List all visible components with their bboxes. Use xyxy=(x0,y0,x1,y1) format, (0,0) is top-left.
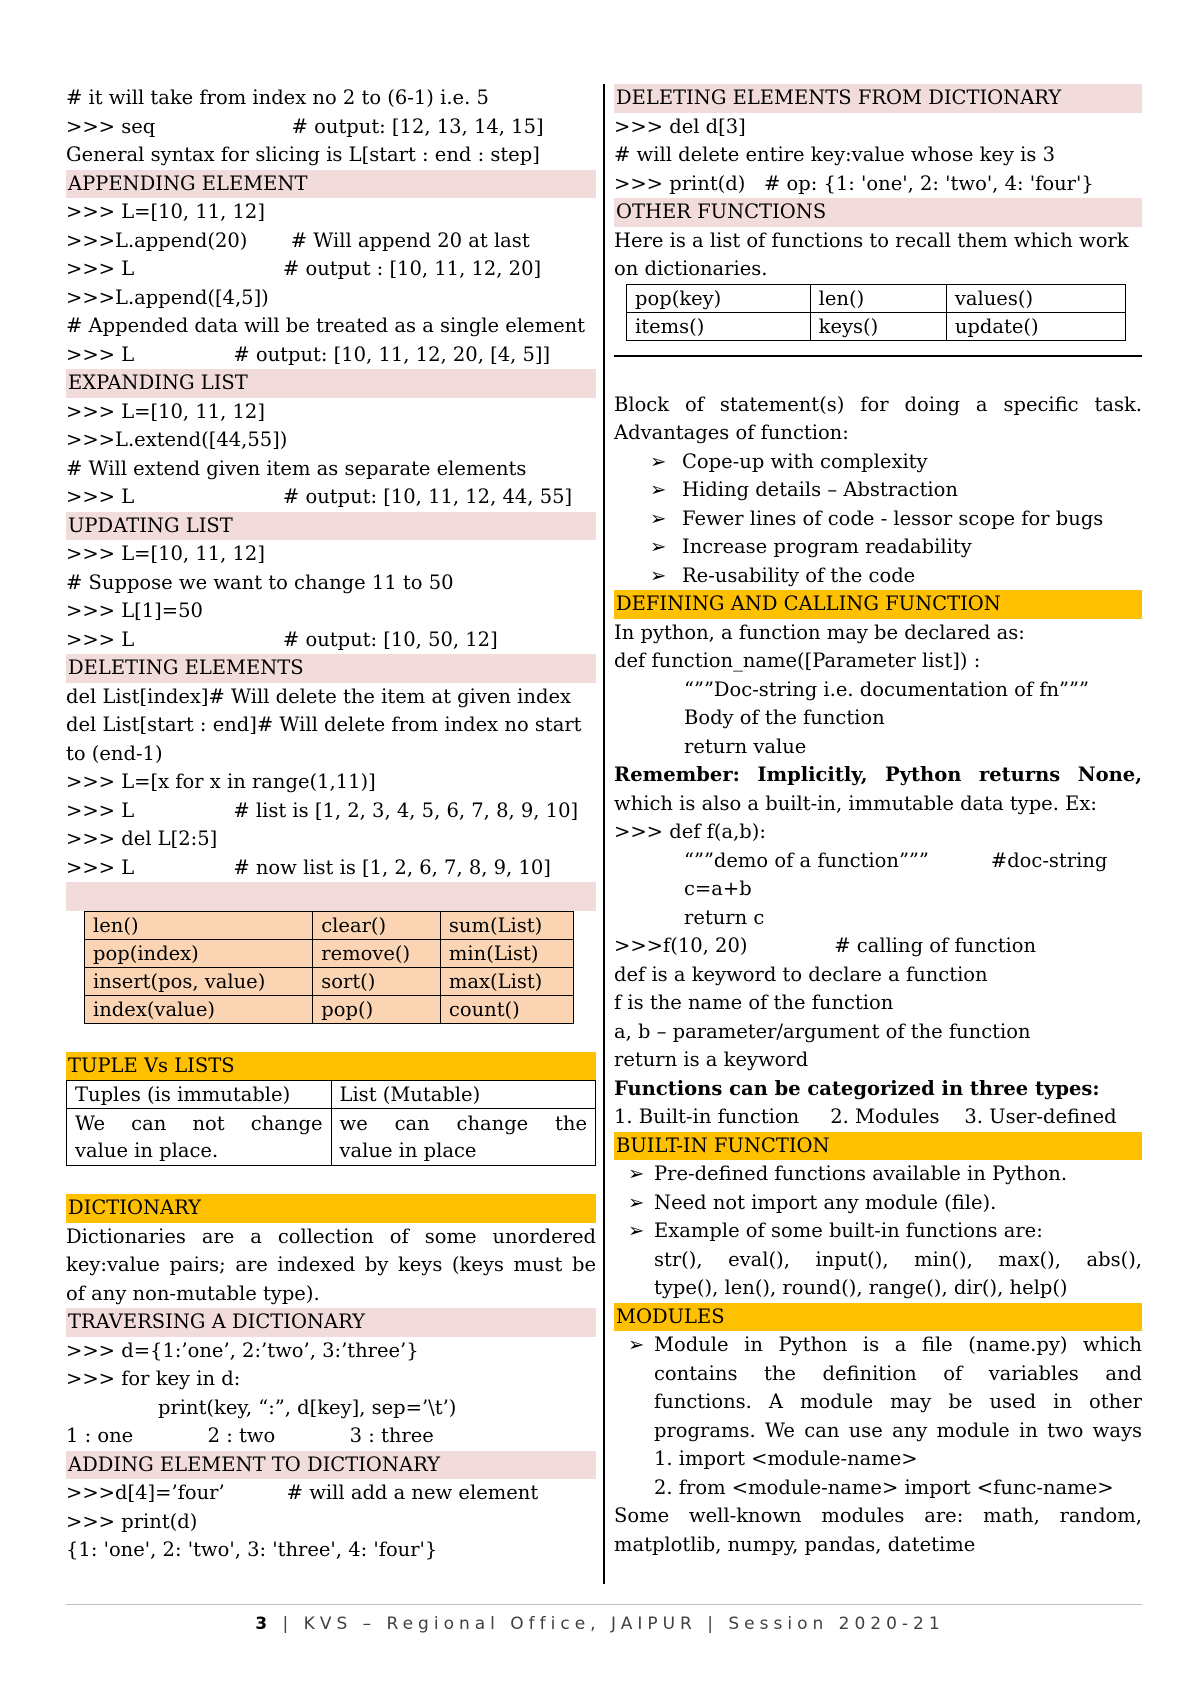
text-line: Some well-known modules are: math, random, xyxy=(614,1504,1142,1527)
bullet-text: Cope-up with complexity xyxy=(682,449,928,473)
text-line: which is also a built-in, immutable data type. Ex: xyxy=(614,791,1097,815)
text-line: 2. from <module-name> import <func-name> xyxy=(654,1475,1114,1499)
bullet-item xyxy=(614,476,1142,505)
code-line: def function_name([Parameter list]) : xyxy=(614,649,981,672)
arrowhead-bullet-icon: ➢ xyxy=(628,1333,645,1356)
text-line: Functions can be categorized in three types: xyxy=(614,1076,1100,1100)
text-line: Here is a list of functions to recall them which work xyxy=(614,228,1129,252)
table-header: Tuples (is immutable) xyxy=(67,1081,332,1109)
section-heading-traversing: TRAVERSING A DICTIONARY xyxy=(66,1308,596,1337)
dict-functions-table xyxy=(626,284,1126,341)
table-header: List (Mutable) xyxy=(331,1081,596,1109)
cell-line: We can not change xyxy=(75,1112,323,1135)
code-line: >>>d[4]=’four’ # will add a new element xyxy=(66,1481,539,1504)
code-line: >>> print(d) # op: {1: 'one', 2: 'two', 4: 'four'} xyxy=(614,171,1094,195)
code-line: >>>L.extend([44,55]) xyxy=(66,428,288,451)
arrowhead-bullet-icon: ➢ xyxy=(628,1219,645,1242)
tuple-vs-list-table xyxy=(66,1080,596,1166)
cell-line: value in place. xyxy=(75,1139,219,1162)
text-line: key:value pairs; are indexed by keys (keys must be xyxy=(66,1253,596,1276)
table-cell: values() xyxy=(946,284,1125,312)
section-heading-deleting: DELETING ELEMENTS xyxy=(66,654,596,683)
table-cell: len() xyxy=(85,911,313,939)
text-line: of any non-mutable type). xyxy=(66,1281,320,1305)
text-line: functions. A module may be used in other xyxy=(654,1390,1142,1413)
table-cell: count() xyxy=(440,995,573,1023)
bullet-text: Increase program readability xyxy=(682,535,972,558)
right-column xyxy=(614,84,1142,1559)
bullet-item xyxy=(614,1217,1142,1246)
bullet-item xyxy=(614,533,1142,562)
bullet-text: Fewer lines of code - lessor scope for bugs xyxy=(682,506,1104,530)
arrowhead-bullet-icon: ➢ xyxy=(650,535,667,558)
text-line: Dictionaries are a collection of some unordered xyxy=(66,1224,596,1248)
table-row xyxy=(67,1109,596,1166)
code-line: # will delete entire key:value whose key is 3 xyxy=(614,143,1056,166)
section-heading-other-functions xyxy=(66,882,596,911)
table-cell: pop(key) xyxy=(627,284,811,312)
table-row xyxy=(67,1081,596,1109)
section-heading-expanding: EXPANDING LIST xyxy=(66,369,596,398)
section-heading-defining: DEFINING AND CALLING FUNCTION xyxy=(614,590,1142,619)
code-line: >>> L # output : [10, 11, 12, 20] xyxy=(66,257,542,280)
text-line: on dictionaries. xyxy=(614,257,768,280)
text-line: matplotlib, numpy, pandas, datetime xyxy=(614,1532,976,1556)
code-line: “””Doc-string i.e. documentation of fn””” xyxy=(684,677,1089,701)
text-line: return is a keyword xyxy=(614,1048,809,1071)
column-divider xyxy=(603,84,605,1584)
table-cell xyxy=(67,1109,332,1166)
section-title-working-with-functions xyxy=(614,355,1142,391)
code-line: del List[start : end]# Will delete from index no start xyxy=(66,713,582,736)
code-line: to (end-1) xyxy=(66,741,163,765)
bullet-text: Module in Python is a file (name.py) which xyxy=(654,1333,1142,1356)
code-line: >>> L # output: [10, 11, 12, 20, [4, 5]] xyxy=(66,342,551,366)
table-cell: len() xyxy=(810,284,946,312)
code-line: >>> del L[2:5] xyxy=(66,827,218,850)
text-line: contains the definition of variables and xyxy=(654,1361,1142,1385)
code-line: >>>L.append(20) # Will append 20 at last xyxy=(66,228,530,252)
code-line: >>> print(d) xyxy=(66,1509,198,1533)
table-cell: update() xyxy=(946,312,1125,340)
code-line: >>> L=[10, 11, 12] xyxy=(66,542,265,565)
table-cell: sum(List) xyxy=(440,911,573,939)
text-line: str(), eval(), input(), min(), max(), abs(), xyxy=(654,1247,1142,1271)
section-heading-other-functions-dict: OTHER FUNCTIONS xyxy=(614,198,1142,227)
bullet-item xyxy=(614,1189,1142,1218)
text-line: 1. Built-in function 2. Modules 3. User-defined xyxy=(614,1105,1117,1128)
table-row xyxy=(627,284,1126,312)
bullet-text: Hiding details – Abstraction xyxy=(682,478,958,501)
code-line: >>> L # now list is [1, 2, 6, 7, 8, 9, 10] xyxy=(66,855,551,879)
bullet-item xyxy=(614,1331,1142,1360)
section-heading-deleting-dict: DELETING ELEMENTS FROM DICTIONARY xyxy=(614,84,1142,113)
cell-line: value in place xyxy=(339,1139,477,1162)
code-line: c=a+b xyxy=(684,877,752,900)
code-line: Body of the function xyxy=(684,706,885,729)
table-cell: remove() xyxy=(313,939,441,967)
page-footer xyxy=(0,1614,1200,1634)
text-line: type(), len(), round(), range(), dir(), help() xyxy=(654,1276,1068,1299)
output-line: 1 : one 2 : two 3 : three xyxy=(66,1424,434,1447)
code-line: return value xyxy=(684,734,807,758)
arrowhead-bullet-icon: ➢ xyxy=(650,563,667,587)
code-line: del List[index]# Will delete the item at given index xyxy=(66,684,571,708)
code-line: >>> def f(a,b): xyxy=(614,820,766,843)
list-functions-table xyxy=(84,911,574,1024)
bullet-item xyxy=(614,448,1142,477)
bullet-text: Need not import any module (file). xyxy=(654,1190,997,1214)
code-line: >>> L=[10, 11, 12] xyxy=(66,399,265,423)
table-cell: insert(pos, value) xyxy=(85,967,313,995)
text-line: In python, a function may be declared as: xyxy=(614,620,1025,644)
bullet-text: Pre-defined functions available in Python. xyxy=(654,1162,1068,1185)
code-line: “””demo of a function””” #doc-string xyxy=(684,848,1108,872)
arrowhead-bullet-icon: ➢ xyxy=(650,478,667,501)
left-column xyxy=(66,84,596,1565)
code-line: >>> seq # output: [12, 13, 14, 15] xyxy=(66,114,544,138)
section-heading-modules: MODULES xyxy=(614,1303,1142,1332)
text-line: def is a keyword to declare a function xyxy=(614,962,988,986)
code-line: >>> del d[3] xyxy=(614,114,746,138)
table-cell: keys() xyxy=(810,312,946,340)
table-cell xyxy=(331,1109,596,1166)
table-cell: items() xyxy=(627,312,811,340)
arrowhead-bullet-icon: ➢ xyxy=(650,506,667,530)
table-cell: clear() xyxy=(313,911,441,939)
arrowhead-bullet-icon: ➢ xyxy=(650,449,667,473)
text-line: programs. We can use any module in two ways xyxy=(654,1418,1142,1442)
cell-line: we can change the xyxy=(339,1112,587,1135)
text-line: f is the name of the function xyxy=(614,991,894,1014)
arrowhead-bullet-icon: ➢ xyxy=(628,1162,645,1185)
code-line: # Will extend given item as separate elements xyxy=(66,456,527,480)
table-cell: sort() xyxy=(313,967,441,995)
code-line: >>> L # output: [10, 50, 12] xyxy=(66,627,498,651)
output-line: {1: 'one', 2: 'two', 3: 'three', 4: 'four'} xyxy=(66,1538,438,1561)
bullet-text: Example of some built-in functions are: xyxy=(654,1219,1043,1242)
arrowhead-bullet-icon: ➢ xyxy=(628,1190,645,1214)
table-row xyxy=(85,911,574,939)
bullet-item xyxy=(614,505,1142,534)
table-cell: max(List) xyxy=(440,967,573,995)
code-line: >>> L # output: [10, 11, 12, 44, 55] xyxy=(66,485,573,508)
code-line: >>> L=[10, 11, 12] xyxy=(66,200,265,223)
section-heading-tuple-vs-lists: TUPLE Vs LISTS xyxy=(66,1052,596,1081)
bullet-item xyxy=(614,1160,1142,1189)
code-line: >>> L[1]=50 xyxy=(66,599,203,622)
table-cell: index(value) xyxy=(85,995,313,1023)
code-line: # Appended data will be treated as a single element xyxy=(66,314,586,337)
code-line: >>>f(10, 20) # calling of function xyxy=(614,934,1037,957)
table-cell: pop() xyxy=(313,995,441,1023)
section-heading-built-in: BUILT-IN FUNCTION xyxy=(614,1132,1142,1161)
code-line: >>> d={1:’one’, 2:’two’, 3:’three’} xyxy=(66,1338,419,1362)
table-row xyxy=(85,995,574,1023)
text-line: # it will take from index no 2 to (6-1) i.e. 5 xyxy=(66,86,489,109)
section-heading-dictionary: DICTIONARY xyxy=(66,1194,596,1223)
code-line: >>> L # list is [1, 2, 3, 4, 5, 6, 7, 8, 9, 10] xyxy=(66,798,579,822)
table-cell: pop(index) xyxy=(85,939,313,967)
section-heading-adding: ADDING ELEMENT TO DICTIONARY xyxy=(66,1451,596,1480)
bullet-item xyxy=(614,562,1142,591)
page-number: 3 xyxy=(255,1614,273,1634)
section-heading-updating: UPDATING LIST xyxy=(66,512,596,541)
bullet-text: Re-usability of the code xyxy=(682,563,916,587)
table-row xyxy=(85,967,574,995)
table-row xyxy=(85,939,574,967)
code-line: >>> L=[x for x in range(1,11)] xyxy=(66,770,376,793)
code-line: return c xyxy=(684,905,765,929)
code-line: # Suppose we want to change 11 to 50 xyxy=(66,570,454,594)
section-heading-appending: APPENDING ELEMENT xyxy=(66,170,596,199)
text-line: General syntax for slicing is L[start : end : step] xyxy=(66,143,540,166)
table-cell: min(List) xyxy=(440,939,573,967)
text-line: 1. import <module-name> xyxy=(654,1447,918,1470)
footer-text: | KVS – Regional Office, JAIPUR | Session 2020-21 xyxy=(282,1614,945,1634)
footer-divider xyxy=(66,1604,1142,1605)
text-line: Advantages of function: xyxy=(614,421,849,444)
text-line: Block of statement(s) for doing a specific task. xyxy=(614,392,1142,416)
code-line: print(key, “:”, d[key], sep=’\t’) xyxy=(158,1395,457,1419)
code-line: >>> for key in d: xyxy=(66,1367,241,1390)
remember-line: Remember: Implicitly, Python returns None, xyxy=(614,763,1142,786)
table-row xyxy=(627,312,1126,340)
text-line: a, b – parameter/argument of the function xyxy=(614,1019,1031,1043)
code-line: >>>L.append([4,5]) xyxy=(66,285,269,309)
